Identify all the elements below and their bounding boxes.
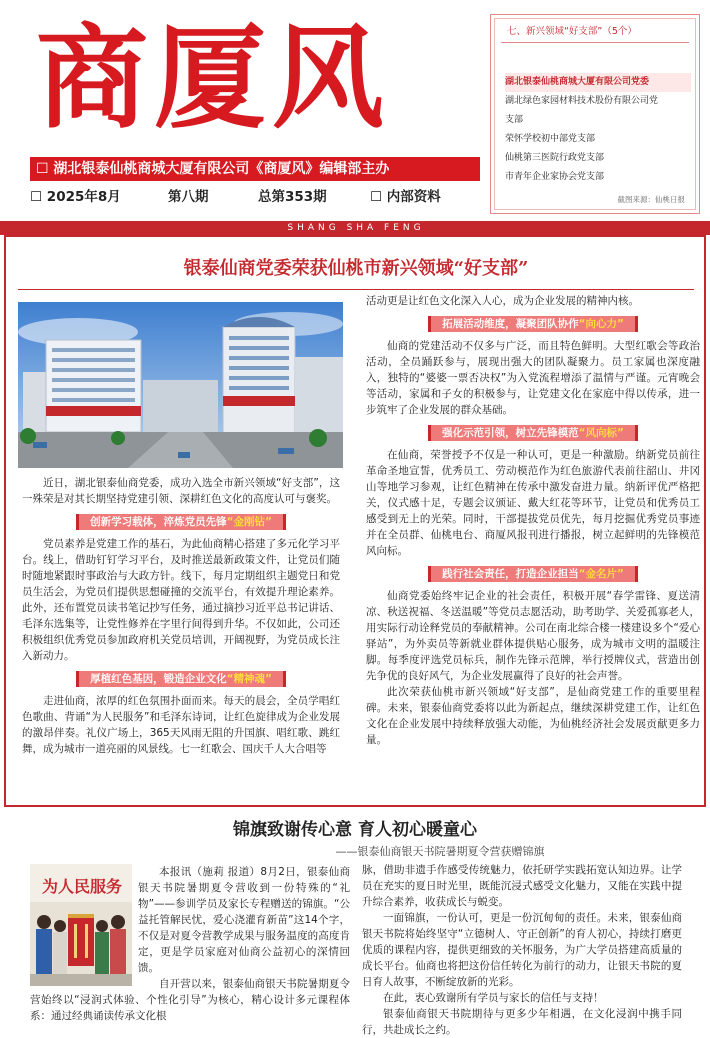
issue-info: [30, 186, 480, 208]
article-paragraph: 脉，借助非遗手作感受传统魅力，依托研学实践拓宽认知边界。让学员在充实的夏日时光里，既能沉浸式感受文化魅力，又能在实践中提升综合素养，收获成长与蜕变。: [362, 864, 682, 908]
award-list-item: 仙桃第三医院行政党支部: [505, 153, 605, 163]
building-photo: [18, 302, 343, 468]
award-list-item: 湖北绿色家园材料技术股份有限公司党: [505, 96, 659, 106]
article-paragraph: 仙商的党建活动不仅多与广泛，而且特色鲜明。大型红歌会等政治活动，全员踊跃参与，展现出强大的团队凝聚力。员工家属也深度融入，独特的“婆婆一票否决权”为入党流程增添了温情与严谨。元宵晚会等活动，家属和子女的积极参与，让党建文化在家庭中得以传承，进一步筑牢了企业发展的群众基础。: [366, 340, 700, 416]
divider-strip: [0, 221, 710, 235]
award-list-item: 支部: [505, 115, 524, 125]
article-headline: 银泰仙商党委荣获仙桃市新兴领域“好支部”: [183, 258, 529, 279]
section-heading: 强化示范引领，树立先锋模范“风向标”: [428, 425, 638, 441]
pennant-photo: [30, 864, 132, 986]
headline-rule: [18, 289, 694, 290]
article2-subtitle: ——银泰仙商银天书院暑期夏令营获赠锦旗: [335, 845, 545, 858]
article-paragraph: 本报讯（施莉 报道）8月2日，银泰仙商银天书院暑期夏令营收到一份特殊的“礼物”——参训学员及家长专程赠送的锦旗。“公益托管解民忧，爱心浇灌育新苗”这14个字，不仅是对夏令营教学成果与服务温度的高度肯定，更是学员家庭对仙商公益初心的深情回馈。: [138, 866, 350, 974]
award-list-item: 市青年企业家协会党支部: [505, 172, 605, 182]
section-heading: 厚植红色基因，锻造企业文化“精神魂”: [76, 671, 286, 687]
masthead: [0, 0, 490, 225]
article-paragraph: 一面锦旗，一份认可，更是一份沉甸甸的责任。未来，银泰仙商银天书院将始终坚守“立德树人、守正创新”的育人初心，持续打磨更优质的课程内容，提供更细致的关怀服务，为广大学员搭建高质量的成长平台。仙商也将把这份信任转化为前行的动力，让银天书院的夏日育人故事，不断绽放新的光彩。: [362, 912, 682, 988]
article-paragraph: 此次荣获仙桃市新兴领域“好支部”，是仙商党建工作的重要里程碑。未来，银泰仙商党委将以此为新起点，继续深耕党建工作，让红色文化在企业发展中持续释放强大动能，为仙桃经济社会发展贡献更多力量。: [366, 686, 700, 746]
issue-date: ☐ 2025年8月: [30, 189, 121, 205]
article-paragraph: 活动更是让红色文化深入人心，成为企业发展的精神内核。: [366, 295, 639, 307]
strip-text: SHANG SHA FENG: [287, 223, 425, 233]
award-list-item: 荣怀学校初中部党支部: [505, 134, 596, 144]
article-paragraph: 自开营以来，银泰仙商银天书院暑期夏令营始终以“浸润式体验、个性化引导”为核心，精心设计多元课程体系：通过经典诵读传承文化根: [30, 978, 350, 1022]
award-list-box: [490, 14, 700, 214]
issue-number: 第八期: [168, 189, 209, 205]
section-heading: 创新学习载体，淬炼党员先锋“金刚钻”: [76, 514, 286, 530]
newspaper-logo: 商厦风: [36, 13, 390, 144]
award-list: [505, 73, 691, 187]
article-paragraph: 银泰仙商银天书院期待与更多少年相遇，在文化浸润中携手同行，共赴成长之约。: [362, 1008, 682, 1036]
award-list-heading: 七、新兴领域“好支部”（5个）: [501, 21, 689, 43]
article-left-column: [22, 475, 340, 757]
banner-text: 为人民服务: [41, 877, 123, 896]
award-list-item: 湖北银泰仙桃商城大厦有限公司党委: [505, 73, 691, 92]
section-heading: 拓展活动维度，凝聚团队协作“向心力”: [428, 316, 638, 332]
article-frame: [4, 235, 706, 807]
section-heading: 践行社会责任，打造企业担当“金名片”: [428, 566, 638, 582]
article-paragraph: 仙商党委始终牢记企业的社会责任，积极开展“春学雷锋、夏送清凉、秋送祝福、冬送温暖”等党员志愿活动，助考助学、关爱孤寡老人，用实际行动诠释党员的奉献精神。公司在南北综合楼一楼建设多个“爱心驿站”，为外卖员等新就业群体提供贴心服务，成为城市文明的温暖注脚。每季度评选党员标兵，制作先锋示范牌，举行授牌仪式，营造出创先争优的良好风气，为企业发展赢得了良好的社会声誉。: [366, 590, 700, 682]
issue-type: ☐ 内部资料: [370, 189, 441, 205]
image-source: 截图来源：仙桃日报: [617, 195, 685, 204]
article2-right-column: [362, 862, 682, 1038]
host-bar: ☐ 湖北银泰仙桃商城大厦有限公司《商厦风》编辑部主办: [30, 157, 480, 181]
issue-total: 总第353期: [258, 189, 327, 205]
article-paragraph: 近日，湖北银泰仙商党委，成功入选全市新兴领域“好支部”，这一殊荣是对其长期坚持党建引领、深耕红色文化的高度认可与褒奖。: [22, 477, 340, 505]
article-paragraph: 在仙商，荣誉授予不仅是一种认可，更是一种激励。纳新党员前往革命圣地宣誓，优秀员工、劳动模范作为红色旅游代表前往韶山、井冈山等地学习参观，让红色精神在传承中激发奋进力量。纳新评优严格把关，仪式感十足，专题会议颁证、戴大红花等环节，让党员和优秀员工感受到无上的光荣。同时，干部提拔党员优先，每月挖掘优秀党员事迹并在全员群、仙桃电台、商厦风报刊进行播报，树立起鲜明的先锋模范风向标。: [366, 449, 700, 557]
article-paragraph: 走进仙商，浓厚的红色氛围扑面而来。每天的晨会，全员学唱红色歌曲、背诵“为人民服务”和毛泽东诗词，让红色旋律成为企业发展的激昂伴奏。礼仪广场上，365天风雨无阻的升国旗、唱红歌、跳红舞，成为城市一道亮丽的风景线。七一红歌会、国庆千人大合唱等: [22, 695, 340, 755]
article2-title: 锦旗致谢传心意 育人初心暖童心: [233, 820, 477, 840]
article-paragraph: 党员素养是党建工作的基石，为此仙商精心搭建了多元化学习平台。线上，借助钉钉学习平台，及时推送最新政策文件，让党员们随时随地紧跟时事政治与大政方针。线下，每月定期组织主题党日和党员生活会，为党员们提供思想碰撞的交流平台，有效提升理论素养。此外，还布置党员读书笔记抄写任务，通过摘抄习近平总书记讲话、毛泽东选集等，让党性修养在字里行间得到升华。不仅如此，公司还积极组织优秀党员参加政府机关党员培训，开阔视野，为党员成长注入新动力。: [22, 538, 340, 662]
article-right-column: [366, 293, 700, 748]
article-paragraph: 在此，衷心致谢所有学员与家长的信任与支持！: [383, 992, 604, 1004]
